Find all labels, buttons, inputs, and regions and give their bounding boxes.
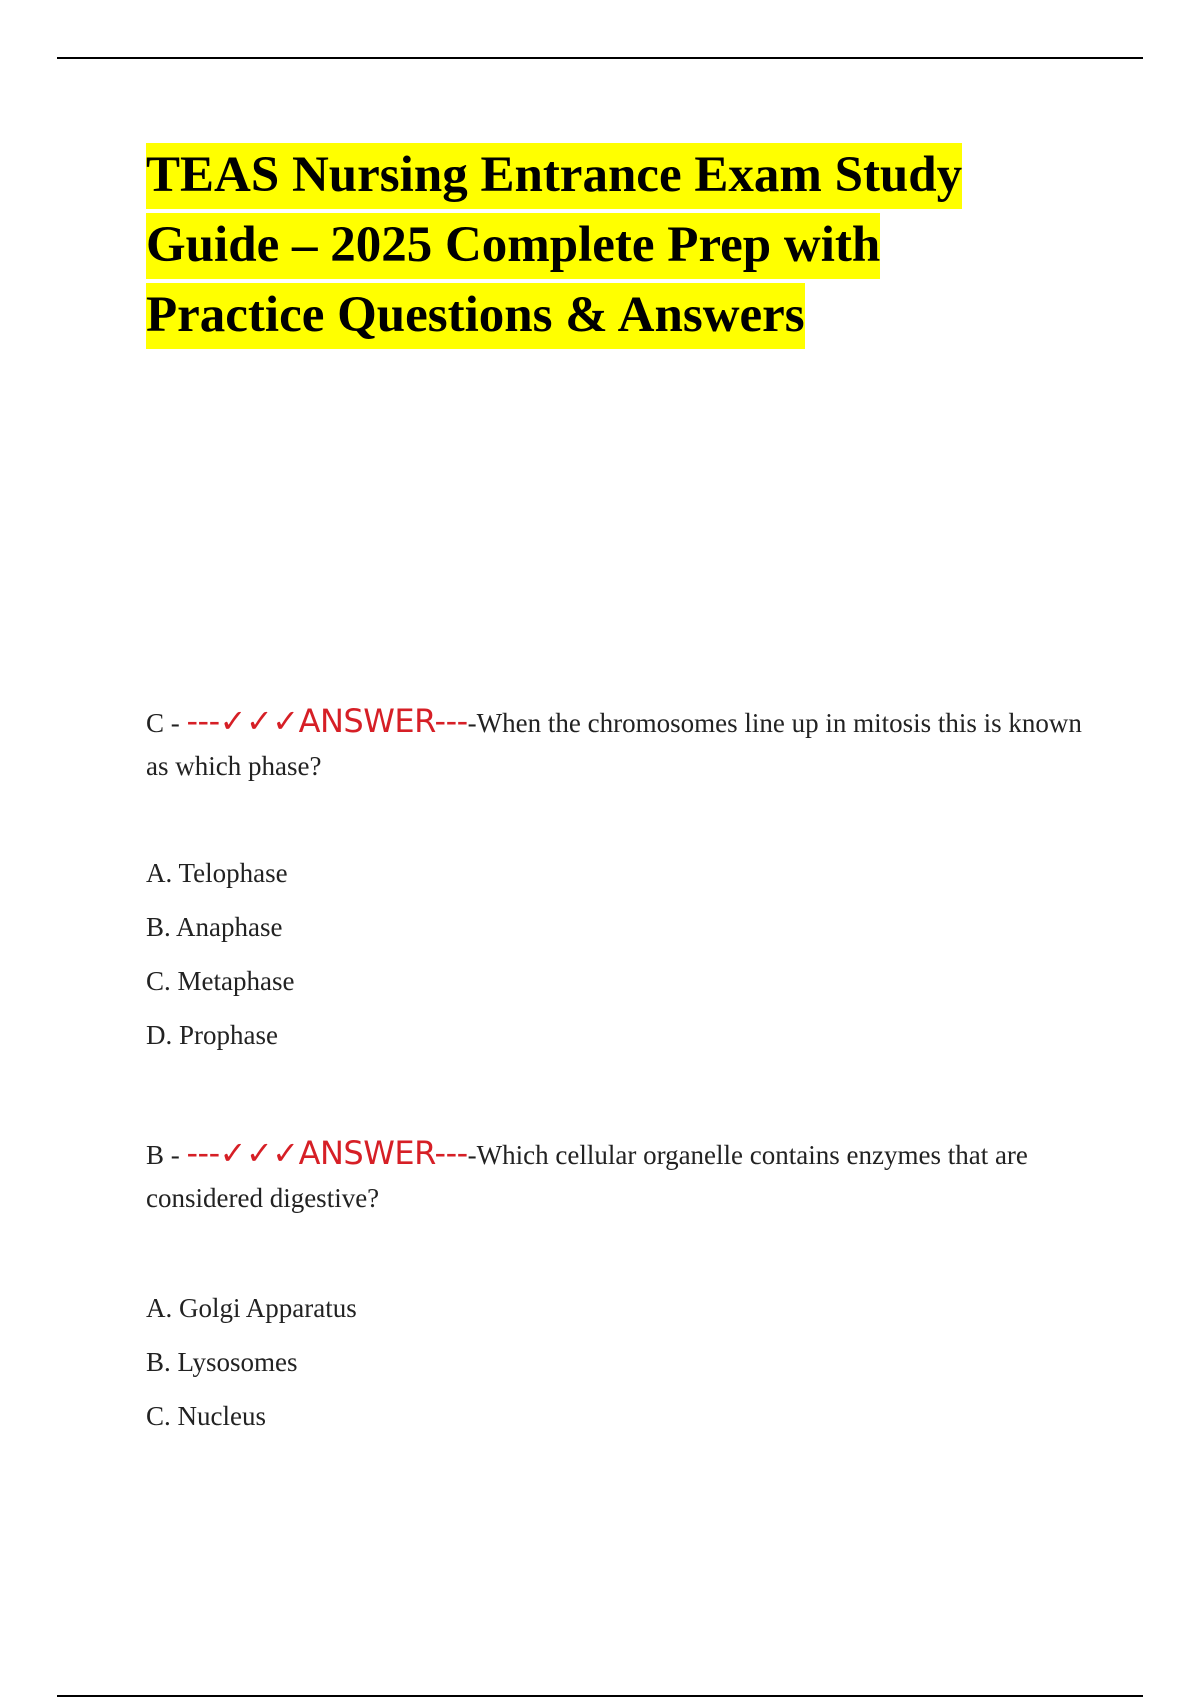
question-block [146,1132,1086,1220]
marker-word: ANSWER [298,1134,435,1172]
option-item: C. Nucleus [146,1401,266,1431]
options-list [146,846,294,1062]
marker-dashes: --- [186,702,220,740]
options-list [146,1281,357,1443]
option-item: D. Prophase [146,1020,278,1050]
option-item: C. Metaphase [146,966,295,996]
document-title [146,140,1106,350]
option-item: A. Golgi Apparatus [146,1293,357,1323]
answer-letter: C - [146,708,180,738]
answer-marker [187,1134,468,1172]
option-item: A. Telophase [146,858,288,888]
marker-dashes: --- [434,1134,468,1172]
answer-letter: B - [146,1140,180,1170]
top-rule [57,57,1143,59]
question-block [146,700,1086,788]
question-text: -Which cellular organelle contains enzymes that are considered digestive? [146,1140,1028,1213]
option-item: B. Lysosomes [146,1347,298,1377]
title-line: Practice Questions & Answers [146,283,805,349]
bottom-rule [57,1695,1143,1697]
question-text: -When the chromosomes line up in mitosis this is known as which phase? [146,708,1082,781]
marker-dashes: --- [434,702,468,740]
option-item: B. Anaphase [146,912,283,942]
checkmark-icon: ✓✓✓ [219,702,299,740]
answer-marker [187,702,468,740]
title-line: Guide – 2025 Complete Prep with [146,213,880,279]
checkmark-icon: ✓✓✓ [219,1134,299,1172]
marker-word: ANSWER [298,702,435,740]
title-line: TEAS Nursing Entrance Exam Study [146,143,962,209]
marker-dashes: --- [186,1134,220,1172]
